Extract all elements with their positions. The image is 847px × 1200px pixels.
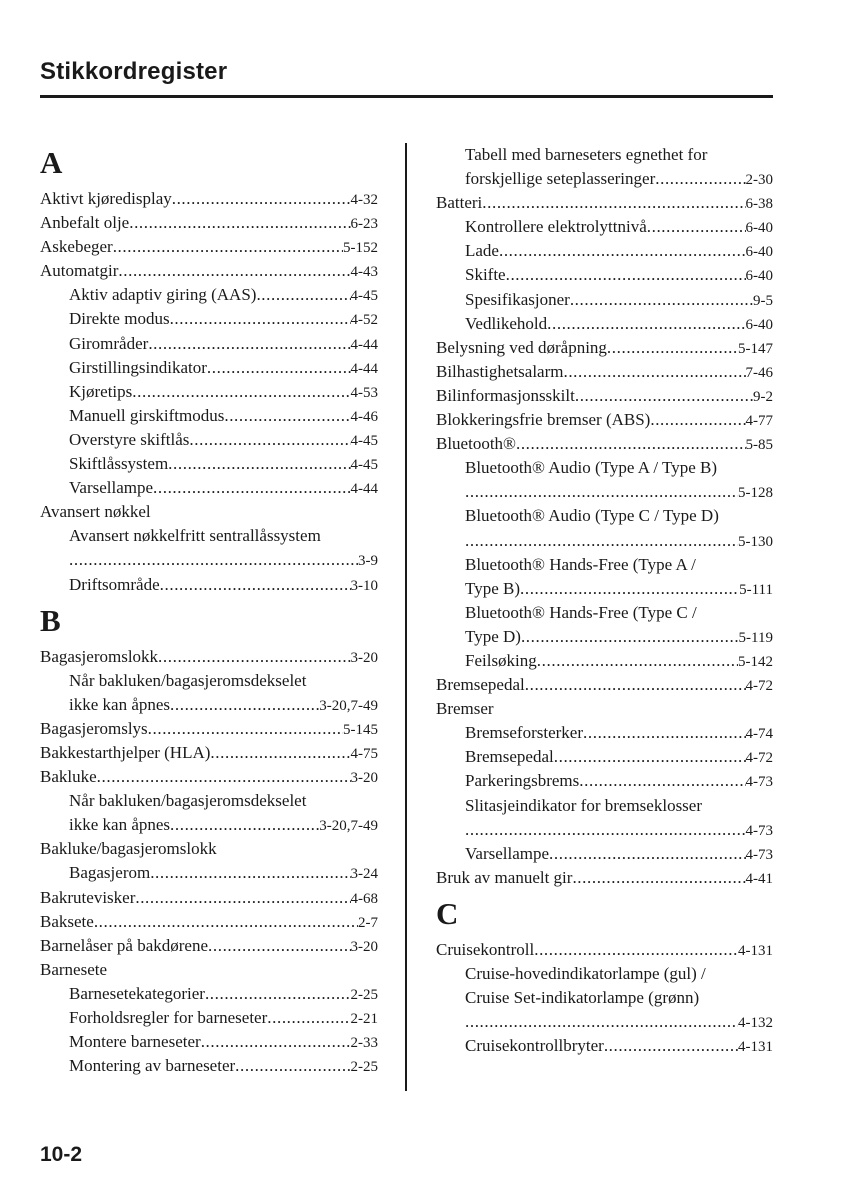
dot-leader: [205, 982, 351, 1006]
page-reference[interactable]: 6-38: [745, 196, 773, 213]
index-subentry: [436, 1034, 773, 1058]
page-reference[interactable]: 6-40: [745, 244, 773, 261]
dot-leader: [572, 866, 745, 890]
entry-text: Når bakluken/bagasjeromsdekselet: [69, 791, 307, 811]
index-subentry: [40, 307, 378, 331]
page-reference[interactable]: 3-10: [350, 577, 378, 594]
right-column: [436, 143, 773, 1058]
dot-leader: [547, 312, 745, 336]
page-reference[interactable]: 9-2: [753, 388, 773, 405]
dot-leader: [256, 283, 350, 307]
entry-text: Bremsepedal: [436, 675, 525, 695]
entry-text: Når bakluken/bagasjeromsdekselet: [69, 670, 307, 690]
index-subentry: [436, 842, 773, 866]
dot-leader: [570, 288, 753, 312]
index-subentry: [40, 1030, 378, 1054]
index-subentry: [436, 962, 773, 986]
dot-leader: [207, 356, 351, 380]
index-subentry: [40, 669, 378, 693]
entry-text: Baksete: [40, 911, 94, 931]
index-subentry: [436, 577, 773, 601]
page-reference[interactable]: 3-20: [350, 770, 378, 787]
dot-leader: [208, 934, 350, 958]
page-reference[interactable]: 4-72: [745, 678, 773, 695]
index-subentry: [436, 1010, 773, 1034]
page-reference[interactable]: 4-44: [350, 336, 378, 353]
page-reference[interactable]: 3-9: [358, 553, 378, 570]
index-subentry: [436, 167, 773, 191]
left-column: [40, 143, 378, 1078]
entry-text: Spesifikasjoner: [465, 289, 570, 309]
entry-text: Type D): [465, 626, 521, 646]
entry-text: Barnelåser på bakdørene: [40, 935, 209, 955]
index-entry: [40, 934, 378, 958]
entry-text: Bilinformasjonsskilt: [436, 385, 575, 405]
index-subentry: [436, 456, 773, 480]
page-reference[interactable]: 2-25: [350, 1059, 378, 1076]
index-subentry: [40, 356, 378, 380]
index-entry: [40, 500, 378, 524]
index-entry: [40, 211, 378, 235]
page-reference[interactable]: 7-46: [745, 364, 773, 381]
dot-leader: [153, 476, 350, 500]
entry-text: Overstyre skiftlås: [69, 429, 190, 449]
page-reference[interactable]: 4-45: [350, 432, 378, 449]
index-entry: [436, 866, 773, 890]
dot-leader: [267, 1006, 350, 1030]
index-entry: [40, 259, 378, 283]
dot-leader: [465, 1010, 738, 1034]
dot-leader: [607, 336, 738, 360]
entry-text: Kjøretips: [69, 381, 133, 401]
index-section: [40, 143, 378, 597]
section-letter: C: [436, 895, 459, 931]
dot-leader: [170, 693, 319, 717]
dot-leader: [160, 573, 351, 597]
page-reference[interactable]: 3-20: [350, 649, 378, 666]
dot-leader: [554, 745, 746, 769]
entry-text: Bluetooth® Hands-Free (Type C /: [465, 602, 697, 622]
entry-text: Forholdsregler for barneseter: [69, 1008, 268, 1027]
page-reference[interactable]: 4-73: [745, 774, 773, 791]
index-subentry: [436, 818, 773, 842]
entry-text: Barnesete: [40, 959, 108, 979]
entry-text: Avansert nøkkel: [40, 502, 151, 522]
index-subentry: [40, 861, 378, 885]
index-subentry: [40, 789, 378, 813]
index-entry: [436, 191, 773, 215]
index-entry: [436, 697, 773, 721]
dot-leader: [172, 187, 351, 211]
page-reference[interactable]: 5-130: [738, 533, 773, 550]
page-reference[interactable]: 4-41: [745, 870, 773, 887]
index-subentry: [40, 813, 378, 837]
index-subentry: [40, 332, 378, 356]
page-reference[interactable]: 4-45: [350, 457, 378, 474]
page-reference[interactable]: 5-142: [738, 653, 773, 670]
index-entry: [40, 886, 378, 910]
page-reference[interactable]: 3-24: [350, 866, 378, 883]
index-subentry: [436, 553, 773, 577]
page-reference[interactable]: 3-20,7-49: [319, 818, 378, 835]
dot-leader: [563, 360, 745, 384]
page-reference[interactable]: 5-147: [738, 340, 773, 357]
entry-text: Direkte modus: [69, 309, 170, 329]
index-subentry: [40, 452, 378, 476]
index-subentry: [436, 986, 773, 1010]
entry-text: Bakluke/bagasjeromslokk: [40, 839, 217, 859]
dot-leader: [537, 649, 738, 673]
dot-leader: [516, 432, 746, 456]
column-divider: [405, 143, 407, 1091]
entry-text: Skifte: [465, 265, 506, 285]
page-reference[interactable]: 2-7: [358, 914, 378, 931]
index-entry: [436, 336, 773, 360]
page-reference[interactable]: 2-25: [350, 986, 378, 1003]
entry-text: Varsellampe: [465, 843, 550, 863]
dot-leader: [148, 332, 350, 356]
dot-leader: [97, 765, 351, 789]
dot-leader: [655, 167, 745, 191]
entry-text: Barnesetekategorier: [69, 983, 205, 1003]
entry-text: forskjellige seteplasseringer: [465, 169, 656, 189]
index-subentry: [40, 982, 378, 1006]
dot-leader: [69, 548, 358, 572]
entry-text: Bakrutevisker: [40, 887, 136, 907]
page-reference[interactable]: 5-85: [745, 437, 773, 454]
page-reference[interactable]: 5-152: [343, 240, 378, 257]
entry-text: Kontrollere elektrolyttnivå: [465, 217, 647, 237]
page-reference[interactable]: 3-20: [350, 938, 378, 955]
page-reference[interactable]: 4-32: [350, 192, 378, 208]
page-reference[interactable]: 6-40: [745, 268, 773, 285]
dot-leader: [168, 452, 350, 476]
page-reference[interactable]: 4-52: [350, 312, 378, 329]
index-subentry: [40, 524, 378, 548]
index-subentry: [436, 288, 773, 312]
entry-text: Driftsområde: [69, 574, 160, 594]
index-subentry: [436, 794, 773, 818]
page-reference[interactable]: 4-131: [738, 942, 773, 959]
entry-text: Parkeringsbrems: [465, 771, 580, 791]
page-reference[interactable]: 6-23: [350, 216, 378, 233]
page-reference[interactable]: 4-53: [350, 384, 378, 401]
entry-text: Belysning ved døråpning: [436, 337, 607, 357]
entry-text: Bluetooth® Audio (Type A / Type B): [465, 458, 717, 478]
dot-leader: [506, 263, 746, 287]
page-reference[interactable]: 2-21: [350, 1011, 378, 1027]
index-subentry: [436, 601, 773, 625]
dot-leader: [575, 384, 753, 408]
index-entry: [436, 360, 773, 384]
entry-text: Girstillingsindikator: [69, 357, 207, 377]
index-section: [40, 601, 378, 1079]
dot-leader: [520, 577, 739, 601]
entry-text: Skiftlåssystem: [69, 454, 169, 474]
entry-text: Bakluke: [40, 767, 97, 787]
page-reference[interactable]: 4-44: [350, 481, 378, 498]
entry-text: Blokkeringsfrie bremser (ABS): [436, 410, 651, 430]
entry-text: Automatgir: [40, 261, 119, 281]
index-subentry: [436, 504, 773, 528]
page-reference[interactable]: 5-145: [343, 721, 378, 738]
entry-text: Varsellampe: [69, 478, 154, 498]
entry-text: Aktivt kjøredisplay: [40, 189, 172, 208]
index-entry: [40, 837, 378, 861]
entry-text: Batteri: [436, 193, 483, 213]
page-reference[interactable]: 4-74: [745, 726, 773, 743]
index-entry: [40, 645, 378, 669]
page-reference[interactable]: 4-73: [745, 846, 773, 863]
index-subentry: [40, 404, 378, 428]
index-section: [436, 894, 773, 1058]
entry-text: Bremser: [436, 699, 494, 719]
page-reference[interactable]: 6-40: [745, 316, 773, 333]
dot-leader: [189, 428, 350, 452]
index-subentry: [40, 1006, 378, 1030]
index-subentry: [40, 428, 378, 452]
dot-leader: [118, 259, 350, 283]
page-reference[interactable]: 4-72: [745, 750, 773, 767]
entry-text: Anbefalt olje: [40, 213, 130, 233]
index-entry: [40, 741, 378, 765]
index-subentry: [436, 721, 773, 745]
entry-text: Bluetooth®: [436, 434, 516, 454]
page-number: 10-2: [40, 1143, 83, 1166]
dot-leader: [579, 769, 745, 793]
entry-text: Vedlikehold: [465, 313, 548, 333]
index-subentry: [40, 380, 378, 404]
entry-text: Type B): [465, 578, 520, 598]
page-reference[interactable]: 5-119: [738, 629, 773, 646]
entry-text: Cruisekontroll: [436, 939, 535, 959]
index-subentry: [40, 1054, 378, 1078]
dot-leader: [235, 1054, 350, 1078]
entry-text: Montere barneseter: [69, 1032, 201, 1052]
index-entry: [436, 432, 773, 456]
index-subentry: [40, 693, 378, 717]
entry-text: Lade: [465, 241, 499, 261]
page-title: Stikkordregister: [40, 58, 228, 85]
page-reference[interactable]: 2-30: [745, 172, 773, 189]
dot-leader: [647, 215, 746, 239]
entry-text: Avansert nøkkelfritt sentrallåssystem: [69, 526, 321, 546]
page-reference[interactable]: 2-33: [350, 1035, 378, 1052]
entry-text: Bluetooth® Hands-Free (Type A /: [465, 554, 696, 574]
entry-text: Bagasjeromslys: [40, 718, 148, 738]
page-reference[interactable]: 5-111: [739, 581, 773, 598]
index-entry: [40, 910, 378, 934]
index-entry: [436, 938, 773, 962]
index-section: [436, 143, 773, 890]
entry-text: Bagasjeromslokk: [40, 646, 159, 666]
index-subentry: [40, 283, 378, 307]
dot-leader: [148, 717, 343, 741]
page-reference[interactable]: 4-43: [350, 264, 378, 281]
index-subentry: [436, 239, 773, 263]
header-rule: [40, 95, 773, 98]
dot-leader: [150, 861, 350, 885]
index-entry: [40, 187, 378, 211]
dot-leader: [129, 211, 350, 235]
index-subentry: [436, 143, 773, 167]
page-reference[interactable]: 4-68: [350, 890, 378, 907]
index-subentry: [436, 649, 773, 673]
page-reference[interactable]: 5-128: [738, 485, 773, 502]
entry-text: ikke kan åpnes: [69, 694, 171, 714]
index-entry: [40, 235, 378, 259]
dot-leader: [534, 938, 738, 962]
page-reference[interactable]: 4-75: [350, 745, 378, 762]
dot-leader: [201, 1030, 351, 1054]
entry-text: Cruisekontrollbryter: [465, 1036, 604, 1056]
index-subentry: [436, 529, 773, 553]
dot-leader: [132, 380, 350, 404]
page-reference[interactable]: 4-44: [350, 360, 378, 377]
index-entry: [436, 673, 773, 697]
dot-leader: [525, 673, 746, 697]
dot-leader: [549, 842, 745, 866]
page-reference[interactable]: 4-73: [745, 822, 773, 839]
index-subentry: [436, 215, 773, 239]
page-reference[interactable]: 4-45: [350, 288, 378, 305]
index-entry: [40, 717, 378, 741]
entry-text: Bakkestarthjelper (HLA): [40, 742, 211, 762]
index-entry: [436, 384, 773, 408]
dot-leader: [94, 910, 358, 934]
dot-leader: [465, 818, 746, 842]
index-subentry: [436, 625, 773, 649]
page-reference[interactable]: 4-46: [350, 408, 378, 425]
entry-text: Cruise-hovedindikatorlampe (gul) /: [465, 964, 706, 983]
entry-text: Bremsepedal: [465, 747, 554, 767]
dot-leader: [583, 721, 745, 745]
page-reference[interactable]: 4-131: [738, 1039, 773, 1056]
entry-text: Bruk av manuelt gir: [436, 867, 573, 887]
page-reference[interactable]: 4-132: [738, 1015, 773, 1032]
entry-text: Askebeger: [40, 237, 113, 257]
entry-text: Bilhastighetsalarm: [436, 361, 564, 381]
dot-leader: [170, 307, 351, 331]
section-letter: A: [40, 145, 63, 180]
page-reference[interactable]: 3-20,7-49: [319, 697, 378, 714]
entry-text: Slitasjeindikator for bremseklosser: [465, 795, 703, 815]
dot-leader: [482, 191, 745, 215]
dot-leader: [158, 645, 350, 669]
entry-text: Aktiv adaptiv giring (AAS): [69, 285, 257, 305]
index-subentry: [436, 769, 773, 793]
index-subentry: [40, 548, 378, 572]
page-reference[interactable]: 9-5: [753, 292, 773, 309]
entry-text: Manuell girskiftmodus: [69, 405, 225, 425]
index-subentry: [436, 263, 773, 287]
dot-leader: [210, 741, 350, 765]
page-reference[interactable]: 4-77: [745, 413, 773, 430]
entry-text: Bremseforsterker: [465, 723, 584, 743]
dot-leader: [465, 480, 738, 504]
dot-leader: [135, 886, 350, 910]
index-entry: [40, 958, 378, 982]
entry-text: Bluetooth® Audio (Type C / Type D): [465, 506, 719, 526]
entry-text: Tabell med barneseters egnethet for: [465, 145, 708, 164]
dot-leader: [170, 813, 319, 837]
dot-leader: [604, 1034, 738, 1058]
page-reference[interactable]: 6-40: [745, 220, 773, 237]
dot-leader: [113, 235, 343, 259]
index-subentry: [40, 476, 378, 500]
index-subentry: [436, 312, 773, 336]
dot-leader: [224, 404, 350, 428]
index-subentry: [436, 745, 773, 769]
entry-text: Bagasjerom: [69, 863, 151, 883]
dot-leader: [521, 625, 739, 649]
index-subentry: [40, 573, 378, 597]
entry-text: ikke kan åpnes: [69, 815, 171, 835]
dot-leader: [465, 529, 738, 553]
dot-leader: [650, 408, 745, 432]
dot-leader: [499, 239, 746, 263]
index-entry: [40, 765, 378, 789]
index-entry: [436, 408, 773, 432]
index-subentry: [436, 480, 773, 504]
entry-text: Montering av barneseter: [69, 1056, 236, 1076]
section-letter: B: [40, 602, 61, 638]
entry-text: Girområder: [69, 333, 149, 353]
entry-text: Cruise Set-indikatorlampe (grønn): [465, 988, 700, 1008]
entry-text: Feilsøking: [465, 650, 537, 670]
